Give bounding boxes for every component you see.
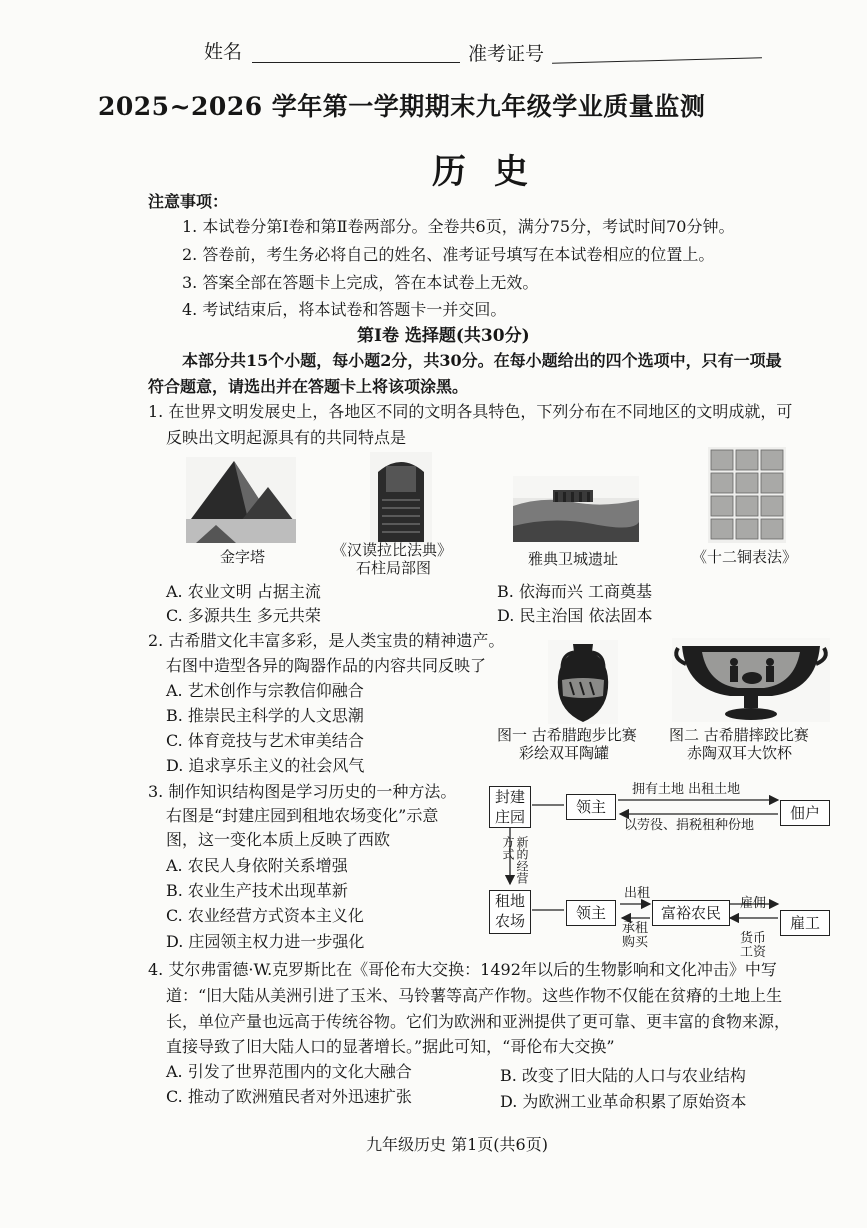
- fig2-caption-sub: 赤陶双耳大饮杯: [687, 744, 793, 762]
- section-intro: 符合题意，请选出并在答题卡上将该项涂黑。: [148, 377, 469, 396]
- section-title: 第Ⅰ卷 选择题(共30分): [357, 326, 530, 346]
- twelve-tables-photo: [708, 447, 786, 543]
- q1-option-d: D. 民主治国 依法固本: [497, 606, 653, 625]
- lord2-box: 领主: [566, 900, 616, 926]
- q3-option-c: C. 农业经营方式资本主义化: [166, 906, 364, 925]
- q4-stem: 长，单位产量也远高于传统谷物。它们为欧洲和亚洲提供了更可靠、更丰富的食物来源，: [166, 1012, 791, 1031]
- rent-out-label: 出租: [624, 886, 651, 901]
- q1-option-c: C. 多源共生 多元共荣: [166, 606, 321, 625]
- caption-twelve-tables: 《十二铜表法》: [692, 548, 798, 566]
- q3-stem: 图，这一变化本质上反映了西欧: [166, 830, 391, 849]
- q1-option-b: B. 依海而兴 工商奠基: [497, 582, 653, 601]
- worker-box: 雇工: [780, 910, 830, 936]
- notice-title: 注意事项：: [148, 192, 229, 211]
- hammurabi-stele-photo: [370, 452, 432, 544]
- section-intro: 本部分共15个小题，每小题2分，共30分。在每小题给出的四个选项中，只有一项最: [182, 351, 782, 370]
- q2-stem: 右图中造型各异的陶器作品的内容共同反映了: [166, 656, 487, 675]
- acropolis-photo: [513, 476, 639, 542]
- q1-stem: 反映出文明起源具有的共同特点是: [166, 428, 407, 447]
- notice-item: 2. 答卷前，考生务必将自己的姓名、准考证号填写在本试卷相应的位置上。: [182, 245, 715, 264]
- top-arrow-label: 拥有土地 出租土地: [632, 782, 741, 797]
- fig1-caption-sub: 彩绘双耳陶罐: [519, 744, 610, 762]
- q4-stem: 直接导致了旧大陆人口的显著增长。”据此可知，“哥伦布大交换”: [166, 1037, 615, 1056]
- notice-item: 1. 本试卷分第Ⅰ卷和第Ⅱ卷两部分。全卷共6页，满分75分，考试时间70分钟。: [182, 217, 735, 236]
- id-label: 准考证号: [468, 43, 545, 65]
- amphora-photo: [548, 640, 618, 724]
- q3-option-d: D. 庄园领主权力进一步强化: [166, 932, 365, 951]
- q2-stem: 2. 古希腊文化丰富多彩，是人类宝贵的精神遗产。: [148, 631, 505, 650]
- q4-stem: 道：“旧大陆从美洲引进了玉米、马铃薯等高产作物。这些作物不仅能在贫瘠的土地上生: [166, 986, 783, 1005]
- caption-hammurabi: 《汉谟拉比法典》: [332, 541, 453, 559]
- name-underline: [252, 62, 460, 63]
- lord-box: 领主: [566, 794, 616, 820]
- caption-acropolis: 雅典卫城遗址: [528, 550, 619, 568]
- q3-stem: 3. 制作知识结构图是学习历史的一种方法。: [148, 782, 457, 801]
- q3-option-a: A. 农民人身依附关系增强: [166, 856, 348, 875]
- rent-buy-label: 承租购买: [622, 921, 649, 950]
- farm-box: 租地农场: [489, 890, 531, 934]
- rich-farmer-box: 富裕农民: [652, 900, 730, 926]
- q2-option-a: A. 艺术创作与宗教信仰融合: [166, 681, 364, 700]
- fig2-caption: 图二 古希腊摔跤比赛: [669, 726, 809, 744]
- fig1-caption: 图一 古希腊跑步比赛: [497, 726, 637, 744]
- q3-stem: 右图是“封建庄园到租地农场变化”示意: [166, 806, 439, 825]
- kylix-photo: [672, 638, 830, 722]
- q4-option-c: C. 推动了欧洲殖民者对外迅速扩张: [166, 1087, 412, 1106]
- hire-label: 雇佣: [740, 896, 767, 911]
- manor-box: 封建庄园: [489, 786, 531, 828]
- q1-option-a: A. 农业文明 占据主流: [166, 582, 321, 601]
- q1-stem: 1. 在世界文明发展史上，各地区不同的文明各具特色，下列分布在不同地区的文明成就，可: [148, 402, 793, 421]
- q2-option-c: C. 体育竞技与艺术审美结合: [166, 731, 364, 750]
- wage-label: 货币工资: [740, 931, 767, 960]
- q3-option-b: B. 农业生产技术出现革新: [166, 881, 348, 900]
- notice-item: 3. 答案全部在答题卡上完成，答在本试卷上无效。: [182, 273, 539, 292]
- q4-option-d: D. 为欧洲工业革命积累了原始资本: [500, 1092, 747, 1111]
- page-footer: 九年级历史 第1页(共6页): [366, 1135, 548, 1154]
- tenant-box: 佃户: [780, 800, 830, 826]
- subject-title: 历史: [432, 152, 556, 192]
- q4-stem: 4. 艾尔弗雷德·W.克罗斯比在《哥伦布大交换：1492年以后的生物影响和文化冲击》中写: [148, 960, 777, 979]
- name-label: 姓名: [204, 41, 243, 63]
- new-mode-label: 新的经营方式: [501, 836, 529, 884]
- q2-option-b: B. 推崇民主科学的人文思潮: [166, 706, 364, 725]
- q4-option-a: A. 引发了世界范围内的文化大融合: [166, 1062, 412, 1081]
- exam-title: 2025~2026 学年第一学期期末九年级学业质量监测: [98, 92, 706, 121]
- q2-option-d: D. 追求享乐主义的社会风气: [166, 756, 365, 775]
- pyramid-photo: [186, 457, 296, 543]
- notice-item: 4. 考试结束后，将本试卷和答题卡一并交回。: [182, 300, 507, 319]
- bottom-arrow-label: 以劳役、捐税租种份地: [624, 818, 755, 833]
- caption-stele: 石柱局部图: [356, 559, 432, 577]
- caption-pyramid: 金字塔: [220, 548, 266, 566]
- q4-option-b: B. 改变了旧大陆的人口与农业结构: [500, 1066, 746, 1085]
- id-underline: [552, 57, 762, 63]
